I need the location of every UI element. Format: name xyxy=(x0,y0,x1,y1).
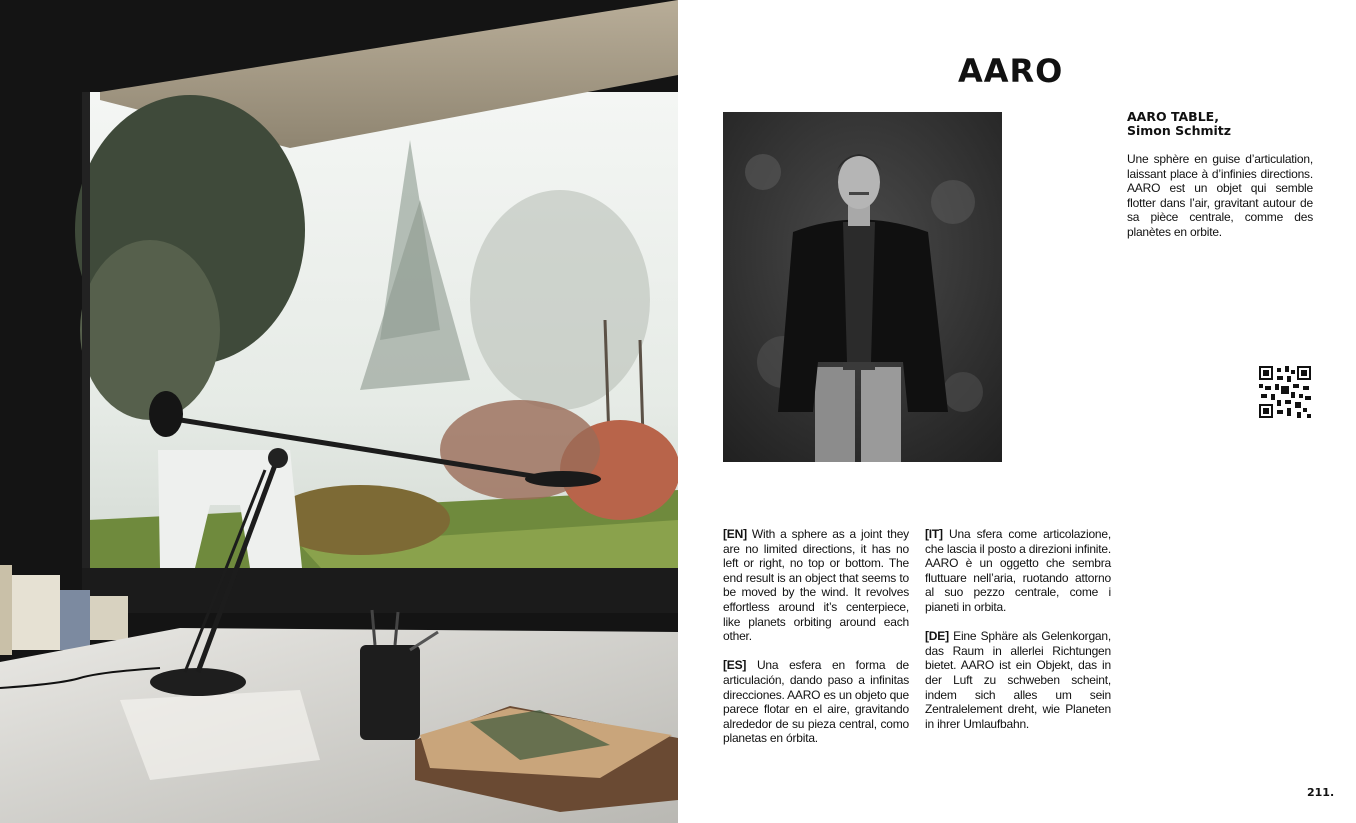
product-info xyxy=(1127,110,1313,240)
paragraph-it xyxy=(925,527,1111,615)
designer-portrait xyxy=(723,112,1002,462)
page-number: 211. xyxy=(1307,786,1335,799)
portrait-illustration xyxy=(723,112,1002,462)
lang-tag-en: [EN] xyxy=(723,527,747,541)
text-column-right xyxy=(925,527,1111,746)
lang-tag-de: [DE] xyxy=(925,629,949,644)
product-name: AARO TABLE, xyxy=(1127,109,1219,124)
qr-code-icon[interactable] xyxy=(1259,366,1311,418)
text-en: With a sphere as a joint they are no limited directions, it has no left or right, no top or bottom. The end result is an object that seems to be moved by the wind. It revolves effortless around it’s centerpiece, like planets orbiting around each other. xyxy=(723,527,909,644)
lang-tag-es: [ES] xyxy=(723,658,747,673)
text-it: Una sfera come articolazione, che lascia il posto a direzioni infinite. AARO è un oggetto che sembra fluttuare nell’aria, ruotando attorno al suo pezzo centrale, come i pianeti in orbita. xyxy=(925,527,1111,614)
designer-name: Simon Schmitz xyxy=(1127,123,1232,138)
text-de: Eine Sphäre als Gelenkorgan, das Raum in allerlei Richtungen bietet. AARO ist ein Objekt, das in der Luft zu schweben scheint, indem sich alles um sein Zentralelement dreht, wie Planeten in ihrer Umlaufbahn. xyxy=(925,629,1111,731)
lang-tag-it: [IT] xyxy=(925,527,943,541)
paragraph-en xyxy=(723,527,909,644)
description-fr: Une sphère en guise d’articulation, laissant place à d’infinies directions. AARO est un objet qui semble flotter dans l’air, gravitant autour de sa pièce centrale, comme des planètes en orbite. xyxy=(1127,152,1313,239)
text-es: Una esfera en forma de articulación, dando paso a infinitas direcciones. AARO es un objeto que parece flotar en el aire, gravitando alrededor de su pieza central, como planetas en órbita. xyxy=(723,658,909,746)
page-title: AARO xyxy=(958,52,1064,90)
paragraph-es xyxy=(723,658,909,746)
paragraph-de xyxy=(925,629,1111,731)
text-column-left xyxy=(723,527,909,761)
text-page xyxy=(678,0,1356,823)
